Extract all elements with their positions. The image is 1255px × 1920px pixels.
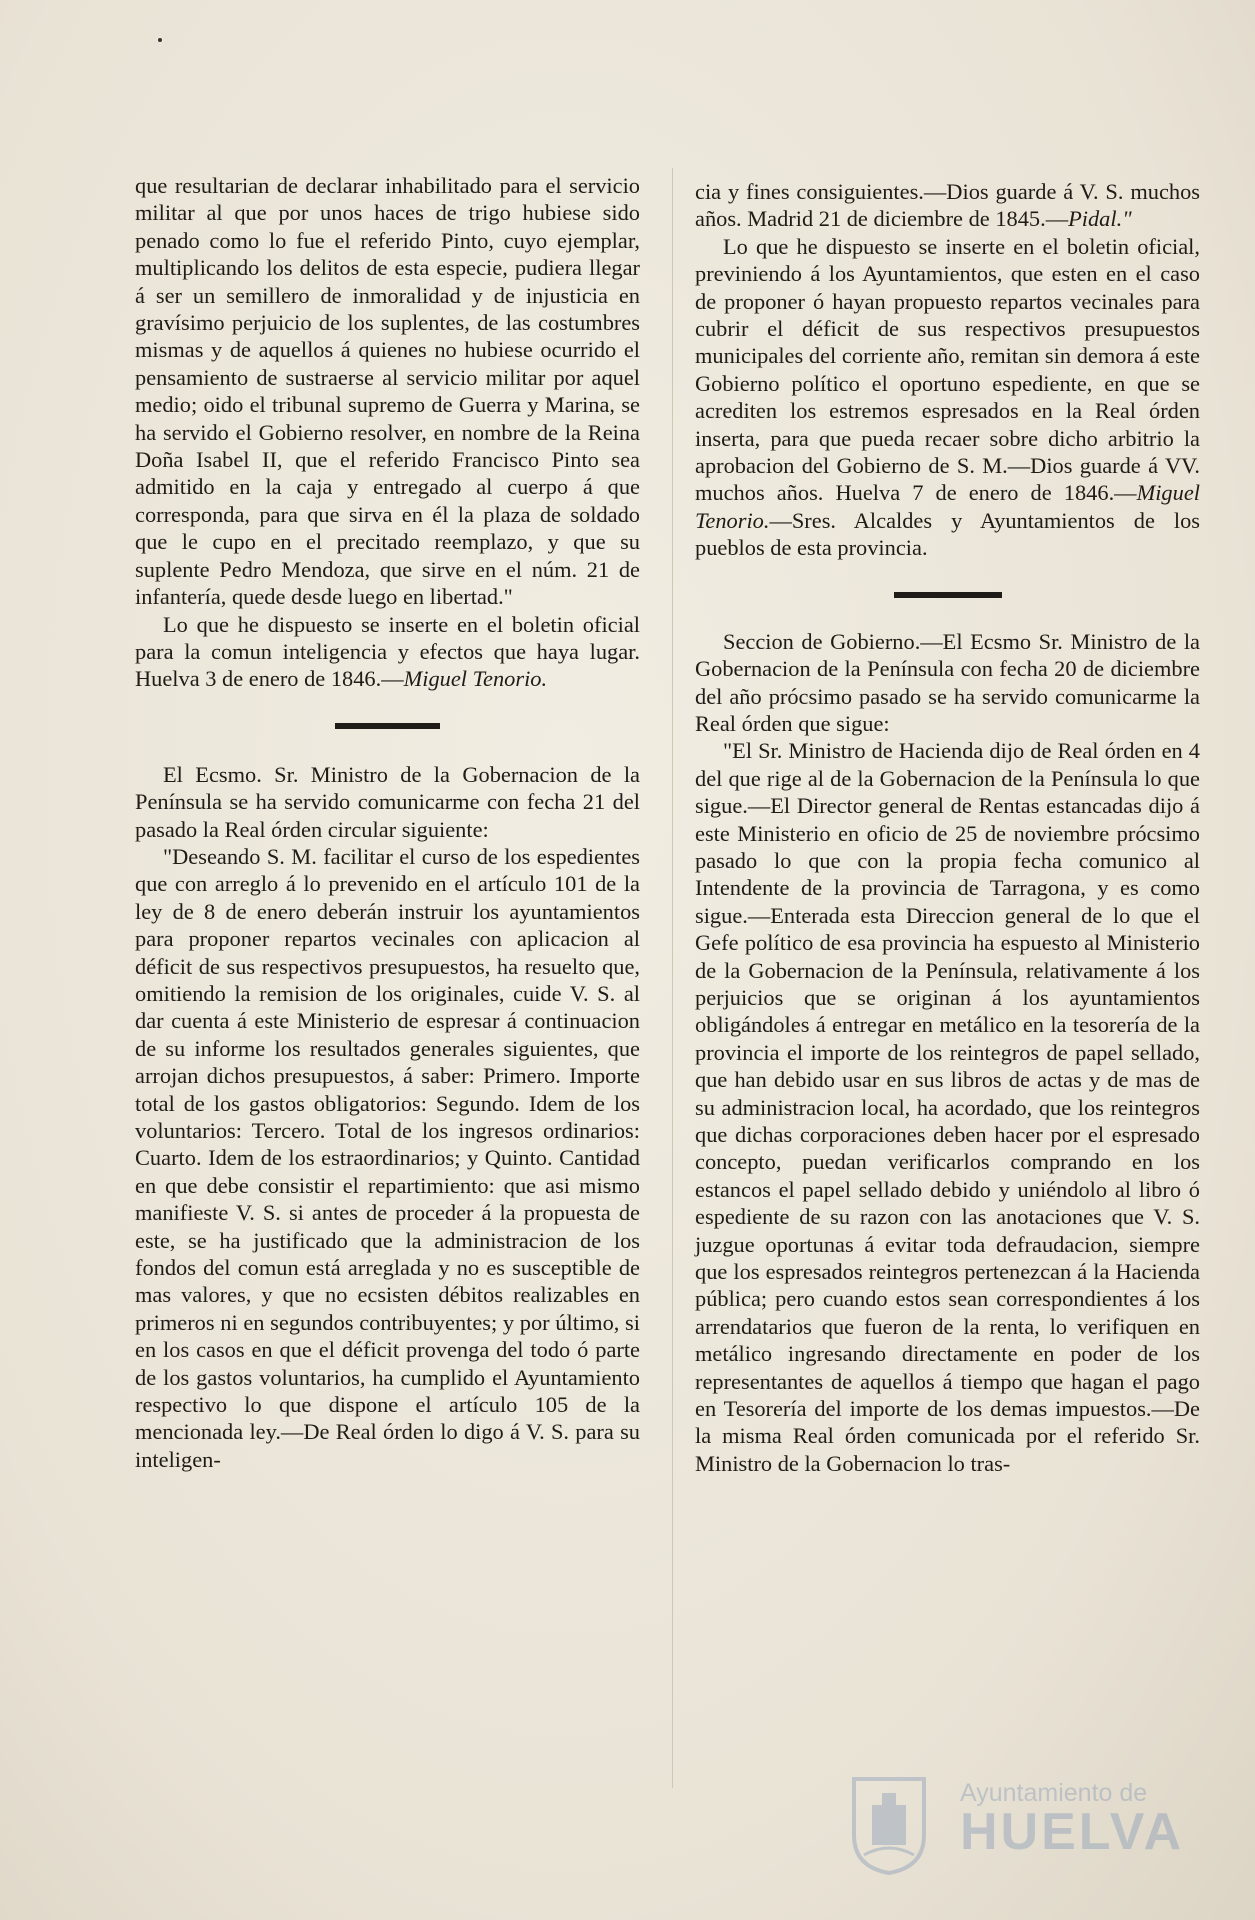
left-column <box>135 172 640 1473</box>
paragraph: El Ecsmo. Sr. Ministro de la Gobernacion de la Península se ha servido comunicarme con fecha 21 del pasado la Real órden circular siguiente: <box>135 761 640 842</box>
column-divider <box>672 168 673 1788</box>
paragraph-text: Lo que he dispuesto se inserte en el boletin oficial para la comun inteligencia y efectos que haya lugar. Huelva 3 de enero de 1846.— <box>135 611 640 692</box>
paragraph: "Deseando S. M. facilitar el curso de los espedientes que con arreglo á lo prevenido en el artículo 101 de la ley de 8 de enero deberán instruir los ayuntamientos para proponer repartos vecinales con aplicacion al déficit de sus respectivos presupuestos, ha resuelto que, omitiendo la remision de los originales, cuide V. S. al dar cuenta á este Ministerio de espresar á continuacion de su informe los resultados generales siguientes, que arrojan dichos presupuestos, á saber: Primero. Importe total de los gastos obligatorios: Segundo. Idem de los voluntarios: Tercero. Total de los ingresos ordinarios: Cuarto. Idem de los estraordinarios; y Quinto. Cantidad en que debe consistir el repartimiento: que asi mismo manifieste V. S. si antes de proceder á la propuesta de este, se ha justificado que la administracion de los fondos del comun está arreglada y no es susceptible de mas valores, y que no ecsisten débitos realizables en primeros ni en segundos contribuyentes; y por último, si en los casos en que el déficit provenga del todo ó parte de los gastos voluntarios, ha cumplido el Ayuntamiento respectivo lo que dispone el artículo 105 de la mencionada ley.—De Real órden lo digo á V. S. para su inteligen- <box>135 843 640 1472</box>
paragraph-text: Lo que he dispuesto se inserte en el boletin oficial, previniendo á los Ayuntamientos, que esten en el caso de proponer ó hayan propuesto repartos vecinales para cubrir el déficit de sus respectivos presupuestos municipales del corriente año, remitan sin demora á este Gobierno político el oportuno espediente, en que se acrediten los estremos espresados en la Real órden inserta, para que pueda recaer sobre dicho arbitrio la aprobacion del Gobierno de S. M.—Dios guarde á VV. muchos años. Huelva 7 de enero de 1846.— <box>695 233 1200 506</box>
watermark-line1: Ayuntamiento de <box>960 1779 1148 1807</box>
watermark-text <box>960 1779 1184 1862</box>
watermark <box>850 1775 1185 1885</box>
section-rule <box>894 592 1002 598</box>
paragraph-text: cia y fines consiguientes.—Dios guarde á V. S. muchos años. Madrid 21 de diciembre de 1845.— <box>695 179 1200 232</box>
paragraph: Seccion de Gobierno.—El Ecsmo Sr. Ministro de la Gobernacion de la Península con fecha 20 de diciembre del año prócsimo pasado se ha servido comunicarme la Real órden que sigue: <box>695 628 1200 736</box>
paragraph <box>695 178 1200 233</box>
ink-speck <box>158 38 162 42</box>
right-column <box>695 178 1200 1477</box>
paragraph: "El Sr. Ministro de Hacienda dijo de Real órden en 4 del que rige al de la Gobernacion de la Península lo que sigue.—El Director general de Rentas estancadas dijo á este Ministerio en oficio de 25 de noviembre prócsimo pasado lo que con la propia fecha comunico al Intendente de la provincia de Tarragona, y es como sigue.—Enterada esta Direccion general de lo que el Gefe político de esa provincia ha espuesto al Ministerio de la Gobernacion de la Península, relativamente á los perjuicios que se originan á los ayuntamientos obligándoles á entregar en metálico en la tesorería de la provincia el importe de los reintegros de papel sellado, que han debido usar en sus libros de actas y de mas de su administracion local, ha acordado, que los reintegros que dichas corporaciones deben hacer por el espresado concepto, puedan verificarlos comprando en los estancos el papel sellado debido y uniéndolo al libro ó espediente de su razon con las anotaciones que V. S. juzgue oportunas á evitar toda defraudacion, siempre que los espresados reintegros pertenezcan á la Hacienda pública; pero cuando estos sean correspondientes á los arrendatarios que fueron de la renta, lo verifiquen en metálico ingresando directamente en poder de los representantes de aquellos á tiempo que hagan el pago en Tesorería del importe de los demas impuestos.—De la misma Real órden comunicada por el referido Sr. Ministro de la Gobernacion lo tras- <box>695 738 1200 1476</box>
watermark-line2: HUELVA <box>960 1803 1185 1861</box>
paragraph <box>695 233 1200 562</box>
paragraph: que resultarian de declarar inhabilitado para el servicio militar al que por unos haces de trigo hubiese sido penado como lo fue el referido Pinto, cuyo ejemplar, multiplicando los delitos de esta especie, pudiera llegar á ser un semillero de inmoralidad y de injusticia en gravísimo perjuicio de los suplentes, de las costumbres mismas y de aquellos á quienes no hubiese ocurrido el pensamiento de sustraerse al servicio militar por aquel medio; oido el tribunal supremo de Guerra y Marina, se ha servido el Gobierno resolver, en nombre de la Reina Doña Isabel II, que el referido Francisco Pinto sea admitido en la caja y entregado al cuerpo á que corresponda, para que sirva en él la plaza de soldado que le cupo en el precitado reemplazo, y que su suplente Pedro Mendoza, que sirve en el núm. 21 de infantería, quede desde luego en libertad." <box>135 173 640 610</box>
paragraph <box>135 611 640 693</box>
signature: Pidal." <box>1068 206 1132 232</box>
section-rule <box>335 723 440 729</box>
signature: Miguel Tenorio. <box>403 666 548 692</box>
paragraph-text: —Sres. Alcaldes y Ayuntamientos de los pueblos de esta provincia. <box>695 507 1200 561</box>
signature: Miguel Tenorio. <box>695 480 1200 533</box>
city-seal-icon <box>850 1775 928 1875</box>
